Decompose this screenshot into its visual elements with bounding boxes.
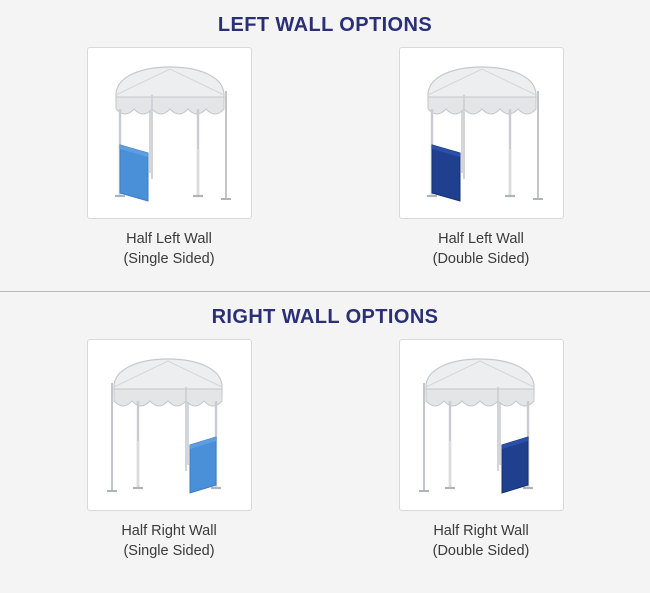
option-label-line1: Half Left Wall bbox=[438, 231, 524, 247]
canopy-right-double-sided-icon bbox=[406, 345, 556, 505]
option-caption-right-single bbox=[121, 521, 216, 561]
section-left-wall-options bbox=[0, 0, 650, 269]
canopy-illustration-card-left-double[interactable] bbox=[399, 47, 564, 219]
option-caption-left-single bbox=[123, 229, 214, 269]
section-right-wall-options bbox=[0, 292, 650, 561]
option-label-line2: (Double Sided) bbox=[432, 251, 530, 267]
option-half-right-wall-single-sided[interactable] bbox=[69, 339, 269, 561]
option-label-line1: Half Right Wall bbox=[433, 523, 529, 539]
canopy-illustration-card-right-single[interactable] bbox=[87, 339, 252, 511]
option-label-line1: Half Right Wall bbox=[121, 523, 217, 539]
canopy-illustration-card-left-single[interactable] bbox=[87, 47, 252, 219]
option-half-left-wall-double-sided[interactable] bbox=[381, 47, 581, 269]
section-title-left: LEFT WALL OPTIONS bbox=[217, 14, 433, 36]
section-title-right: RIGHT WALL OPTIONS bbox=[211, 306, 439, 328]
options-row-right bbox=[0, 339, 650, 561]
option-label-line2: (Single Sided) bbox=[123, 543, 215, 559]
option-caption-right-double bbox=[433, 521, 530, 561]
canopy-illustration-card-right-double[interactable] bbox=[399, 339, 564, 511]
option-half-left-wall-single-sided[interactable] bbox=[69, 47, 269, 269]
option-label-line1: Half Left Wall bbox=[126, 231, 212, 247]
option-caption-left-double bbox=[433, 229, 530, 269]
canopy-right-single-sided-icon bbox=[94, 345, 244, 505]
options-row-left bbox=[0, 47, 650, 269]
canopy-left-single-sided-icon bbox=[94, 53, 244, 213]
canopy-left-double-sided-icon bbox=[406, 53, 556, 213]
option-half-right-wall-double-sided[interactable] bbox=[381, 339, 581, 561]
option-label-line2: (Single Sided) bbox=[123, 251, 215, 267]
option-label-line2: (Double Sided) bbox=[432, 543, 530, 559]
